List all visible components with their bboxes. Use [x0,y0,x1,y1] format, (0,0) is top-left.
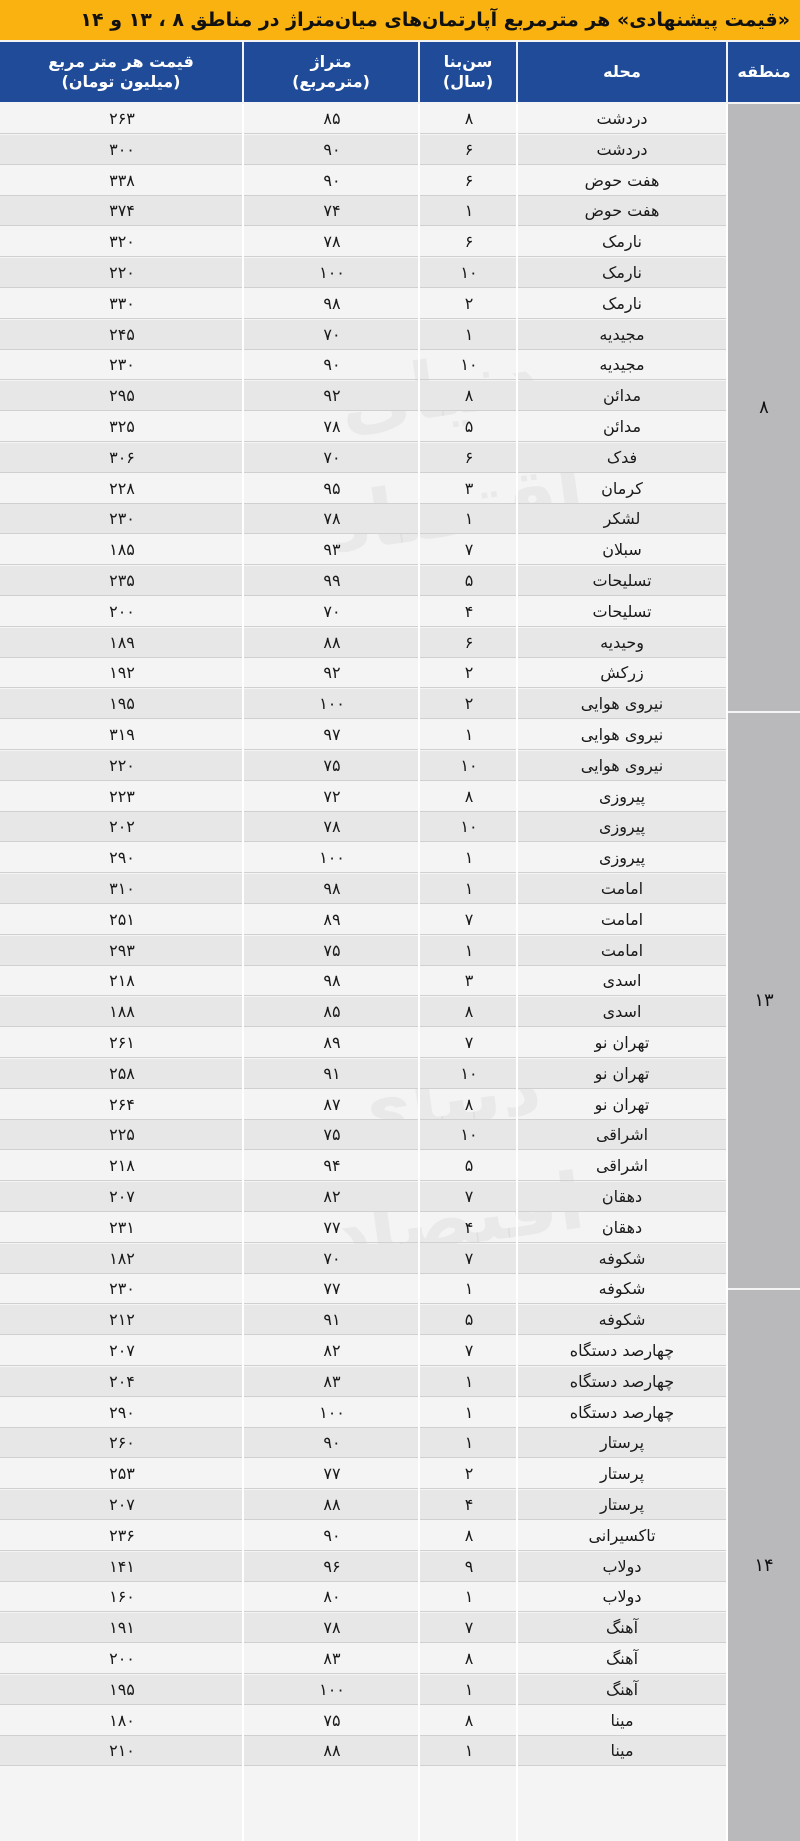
header-price [0,42,242,102]
price-per-sqm-cell: ۱۸۹ [109,632,135,652]
price-per-sqm-cell: ۲۵۱ [109,909,135,929]
neighborhood-cell: امامت [600,879,644,898]
price-per-sqm-cell: ۱۸۲ [109,1248,135,1268]
area-cell: ۷۷ [323,1217,341,1237]
neighborhood-cell: دولاب [602,1556,642,1576]
building-age-cell: ۱ [464,324,474,344]
table-row [0,874,726,904]
price-per-sqm-cell: ۲۱۲ [109,1310,135,1330]
building-age-cell: ۸ [464,1002,474,1022]
area-cell: ۷۲ [323,786,341,806]
neighborhood-cell: پرستار [599,1495,645,1514]
price-per-sqm-cell: ۲۱۸ [109,1156,135,1176]
neighborhood-cell: مدائن [602,417,642,436]
price-per-sqm-cell: ۲۲۸ [109,478,135,498]
area-cell: ۸۰ [323,1587,341,1607]
table-row [0,504,726,534]
area-cell: ۸۹ [323,909,341,929]
header-area [244,42,418,102]
header-region: منطقه [728,42,800,102]
header-age [420,42,516,102]
neighborhood-cell: تسلیحات [592,571,652,590]
area-cell: ۹۵ [323,478,341,498]
building-age-cell: ۱ [464,725,474,744]
neighborhood-cell: مدائن [602,386,642,406]
table-row [0,1213,726,1243]
table-row [0,720,726,750]
price-per-sqm-cell: ۲۶۰ [109,1433,135,1453]
area-cell: ۹۳ [323,540,341,560]
neighborhood-cell: نیروی هوایی [580,694,664,714]
table-row [0,905,726,935]
price-per-sqm-cell: ۲۲۰ [109,263,135,282]
table-row [0,474,726,504]
header-age-unit: (سال) [442,72,494,91]
price-per-sqm-cell: ۲۳۰ [109,1279,135,1299]
building-age-cell: ۶ [464,447,474,467]
price-per-sqm-cell: ۱۹۲ [109,663,135,683]
neighborhood-cell: اشراقی [595,1156,649,1176]
area-cell: ۹۰ [323,355,341,375]
price-per-sqm-cell: ۱۸۸ [109,1002,135,1022]
building-age-cell: ۱۰ [460,755,478,775]
table-row [0,412,726,442]
area-cell: ۷۸ [323,417,341,436]
table-row [0,1182,726,1212]
building-age-cell: ۱ [464,1741,474,1761]
table-row [0,1675,726,1705]
price-per-sqm-cell: ۲۹۳ [109,940,135,960]
price-per-sqm-cell: ۱۹۵ [109,694,135,714]
neighborhood-cell: دردشت [596,109,648,128]
area-cell: ۷۸ [323,509,341,529]
area-cell: ۹۲ [323,386,341,406]
table-row [0,289,726,319]
neighborhood-cell: تاکسیرانی [588,1525,656,1545]
building-age-cell: ۳ [464,971,474,991]
table-row [0,381,726,411]
area-cell: ۹۷ [323,725,341,744]
neighborhood-cell: پرستار [599,1464,645,1484]
neighborhood-cell: مینا [610,1741,634,1761]
area-cell: ۱۰۰ [319,1679,345,1699]
table-row [0,104,726,134]
neighborhood-cell: تهران نو [594,1063,650,1083]
table-row [0,1552,726,1582]
area-cell: ۷۵ [323,1710,341,1730]
building-age-cell: ۱ [464,1587,474,1607]
building-age-cell: ۸ [464,1525,474,1545]
building-age-cell: ۱ [464,1371,474,1391]
neighborhood-cell: دهقان [601,1217,643,1237]
area-cell: ۷۰ [323,1248,341,1268]
area-cell: ۸۵ [323,109,341,128]
price-per-sqm-cell: ۲۰۴ [109,1371,135,1391]
header-age-label: سن‌بنا [443,52,493,71]
building-age-cell: ۱ [464,1402,474,1422]
area-cell: ۸۸ [323,632,341,652]
building-age-cell: ۴ [464,1495,474,1514]
table-row [0,782,726,812]
area-cell: ۷۰ [323,601,341,621]
neighborhood-cell: پیروزی [598,786,646,806]
building-age-cell: ۱ [464,201,474,221]
region-14: ۱۴ [728,1290,800,1841]
neighborhood-cell: پیروزی [598,848,646,868]
building-age-cell: ۲ [464,663,474,683]
price-per-sqm-cell: ۲۳۶ [109,1525,135,1545]
building-age-cell: ۶ [464,170,474,190]
building-age-cell: ۳ [464,478,474,498]
table-row [0,227,726,257]
table-row [0,1459,726,1489]
area-cell: ۷۵ [323,940,341,960]
price-per-sqm-cell: ۲۶۴ [109,1094,135,1114]
price-per-sqm-cell: ۲۲۵ [109,1125,135,1145]
price-per-sqm-cell: ۲۲۰ [109,755,135,775]
price-per-sqm-cell: ۳۳۰ [109,293,135,313]
neighborhood-cell: هفت حوض [584,170,660,190]
price-per-sqm-cell: ۱۹۱ [109,1618,135,1638]
table-row [0,1090,726,1120]
area-cell: ۹۴ [323,1156,341,1176]
building-age-cell: ۱ [464,509,474,529]
area-cell: ۹۰ [323,1525,341,1545]
table-row [0,751,726,781]
table-row [0,658,726,688]
price-per-sqm-cell: ۲۳۰ [109,509,135,529]
price-per-sqm-cell: ۲۳۱ [109,1217,135,1237]
header-area-unit: (مترمربع) [292,72,370,91]
table-row [0,320,726,350]
building-age-cell: ۵ [464,417,474,436]
table-header [0,42,800,102]
building-age-cell: ۱ [464,848,474,868]
building-age-cell: ۷ [464,540,474,560]
table-row [0,196,726,226]
table-row [0,566,726,596]
neighborhood-cell: پیروزی [598,817,646,837]
neighborhood-cell: امامت [600,909,644,929]
area-cell: ۹۸ [323,293,341,313]
table-body [0,104,726,1841]
area-cell: ۹۰ [323,170,341,190]
table-row [0,258,726,288]
neighborhood-cell: امامت [600,940,644,960]
building-age-cell: ۲ [464,694,474,714]
building-age-cell: ۱ [464,1679,474,1699]
neighborhood-cell: زرکش [600,663,644,683]
area-cell: ۸۲ [323,1187,341,1206]
area-cell: ۹۰ [323,139,341,159]
neighborhood-cell: سبلان [602,540,642,560]
neighborhood-cell: هفت حوض [584,201,660,221]
table-row [0,597,726,627]
building-age-cell: ۱ [464,879,474,898]
area-cell: ۹۰ [323,1433,341,1453]
area-cell: ۷۷ [323,1279,341,1299]
price-per-sqm-cell: ۲۰۷ [109,1187,135,1206]
neighborhood-cell: آهنگ [605,1679,639,1699]
neighborhood-cell: آهنگ [605,1649,639,1668]
table-row [0,166,726,196]
header-price-unit: (میلیون تومان) [61,72,181,91]
area-cell: ۷۴ [323,201,341,221]
price-per-sqm-cell: ۳۱۹ [109,725,135,744]
table-row [0,443,726,473]
neighborhood-cell: مجیدیه [599,355,645,375]
neighborhood-cell: وحیدیه [600,632,644,652]
neighborhood-cell: آهنگ [605,1618,639,1638]
building-age-cell: ۸ [464,1710,474,1730]
area-cell: ۹۹ [323,571,341,590]
building-age-cell: ۱ [464,1279,474,1299]
neighborhood-cell: شکوفه [598,1279,646,1299]
building-age-cell: ۶ [464,632,474,652]
price-per-sqm-cell: ۲۰۷ [109,1495,135,1514]
building-age-cell: ۲ [464,1464,474,1484]
neighborhood-cell: تهران نو [594,1094,650,1114]
neighborhood-cell: نارمک [602,232,642,252]
neighborhood-cell: دهقان [601,1187,643,1206]
table-row [0,1059,726,1089]
table-row [0,1706,726,1736]
area-cell: ۷۵ [323,1125,341,1145]
area-cell: ۷۸ [323,232,341,252]
building-age-cell: ۶ [464,139,474,159]
area-cell: ۷۰ [323,447,341,467]
price-per-sqm-cell: ۲۰۲ [109,817,135,837]
building-age-cell: ۸ [464,109,474,128]
table-row [0,1244,726,1274]
table-row [0,1151,726,1181]
price-per-sqm-cell: ۲۶۱ [109,1033,135,1052]
neighborhood-cell: نیروی هوایی [580,725,664,744]
table-row [0,1336,726,1366]
building-age-cell: ۱ [464,1433,474,1453]
neighborhood-cell: اسدی [602,971,642,991]
table-row [0,812,726,842]
area-cell: ۷۷ [323,1464,341,1484]
price-per-sqm-cell: ۲۳۰ [109,355,135,375]
price-per-sqm-cell: ۳۷۴ [109,201,135,221]
neighborhood-cell: مجیدیه [599,324,645,344]
price-per-sqm-cell: ۲۱۸ [109,971,135,991]
neighborhood-cell: اسدی [602,1002,642,1022]
table-row [0,1521,726,1551]
building-age-cell: ۸ [464,1649,474,1668]
price-per-sqm-cell: ۲۰۷ [109,1341,135,1360]
price-per-sqm-cell: ۳۰۶ [109,447,135,467]
building-age-cell: ۸ [464,786,474,806]
building-age-cell: ۱۰ [460,1125,478,1145]
building-age-cell: ۷ [464,1618,474,1638]
area-cell: ۹۸ [323,971,341,991]
area-cell: ۹۲ [323,663,341,683]
price-per-sqm-cell: ۲۲۳ [109,786,135,806]
area-cell: ۷۸ [323,817,341,837]
neighborhood-cell: نیروی هوایی [580,755,664,775]
table-row [0,1274,726,1304]
building-age-cell: ۸ [464,386,474,406]
price-per-sqm-cell: ۲۹۰ [109,848,135,868]
table-row [0,1367,726,1397]
table-row [0,1028,726,1058]
neighborhood-cell: شکوفه [598,1248,646,1268]
table-row [0,1305,726,1335]
area-cell: ۹۱ [323,1063,341,1083]
price-per-sqm-cell: ۲۵۸ [109,1063,135,1083]
table-row [0,535,726,565]
table-row [0,843,726,873]
price-per-sqm-cell: ۳۰۰ [109,139,135,159]
area-cell: ۱۰۰ [319,694,345,714]
building-age-cell: ۱۰ [460,817,478,837]
neighborhood-cell: تهران نو [594,1033,650,1052]
building-age-cell: ۷ [464,1187,474,1206]
area-cell: ۸۳ [323,1649,341,1668]
area-cell: ۸۸ [323,1495,341,1514]
building-age-cell: ۱۰ [460,1063,478,1083]
building-age-cell: ۶ [464,232,474,252]
header-neighborhood: محله [518,42,726,102]
area-cell: ۹۱ [323,1310,341,1330]
building-age-cell: ۷ [464,909,474,929]
price-per-sqm-cell: ۱۸۵ [109,540,135,560]
column-divider [418,104,420,1841]
neighborhood-cell: دولاب [602,1587,642,1607]
building-age-cell: ۵ [464,1310,474,1330]
table-row [0,1613,726,1643]
neighborhood-cell: نارمک [602,293,642,313]
table-row [0,1736,726,1766]
price-per-sqm-cell: ۱۴۱ [109,1556,135,1576]
neighborhood-cell: چهارصد دستگاه [569,1371,675,1391]
table-row [0,350,726,380]
price-per-sqm-cell: ۳۱۰ [109,879,135,898]
column-divider [726,104,728,1841]
neighborhood-cell: دردشت [596,139,648,159]
neighborhood-cell: شکوفه [598,1310,646,1330]
neighborhood-cell: چهارصد دستگاه [569,1402,675,1422]
price-per-sqm-cell: ۲۹۰ [109,1402,135,1422]
building-age-cell: ۵ [464,1156,474,1176]
building-age-cell: ۲ [464,293,474,313]
header-price-label: قیمت هر متر مربع [48,52,194,71]
table-row [0,966,726,996]
price-per-sqm-cell: ۲۶۳ [109,109,135,128]
table-row [0,628,726,658]
table-title: «قیمت پیشنهادی» هر مترمربع آپارتمان‌های میان‌متراژ در مناطق ۸ ، ۱۳ و ۱۴ [0,0,800,40]
neighborhood-cell: تسلیحات [592,601,652,621]
building-age-cell: ۹ [464,1556,474,1576]
column-divider [516,104,518,1841]
area-cell: ۱۰۰ [319,263,345,282]
price-per-sqm-cell: ۱۶۰ [109,1587,135,1607]
area-cell: ۸۳ [323,1371,341,1391]
table-row [0,1398,726,1428]
price-per-sqm-cell: ۲۵۳ [109,1464,135,1484]
price-per-sqm-cell: ۱۹۵ [109,1679,135,1699]
neighborhood-cell: مینا [610,1710,634,1730]
price-per-sqm-cell: ۳۳۸ [109,170,135,190]
header-area-label: متراژ [310,52,352,71]
area-cell: ۹۶ [323,1556,341,1576]
neighborhood-cell: فدک [606,447,638,467]
area-cell: ۷۸ [323,1618,341,1638]
column-divider [242,104,244,1841]
building-age-cell: ۴ [464,601,474,621]
table-row [0,1428,726,1458]
price-per-sqm-cell: ۲۴۵ [109,324,135,344]
building-age-cell: ۷ [464,1033,474,1052]
building-age-cell: ۷ [464,1341,474,1360]
region-8: ۸ [728,104,800,711]
table-row [0,1582,726,1612]
building-age-cell: ۵ [464,571,474,590]
table-row [0,135,726,165]
area-cell: ۸۸ [323,1741,341,1761]
area-cell: ۸۹ [323,1033,341,1052]
neighborhood-cell: چهارصد دستگاه [569,1341,675,1360]
price-per-sqm-cell: ۲۰۰ [109,1649,135,1668]
area-cell: ۱۰۰ [319,848,345,868]
table-row [0,1120,726,1150]
table-row [0,1644,726,1674]
building-age-cell: ۱۰ [460,263,478,282]
area-cell: ۹۸ [323,879,341,898]
neighborhood-cell: لشکر [603,509,641,529]
area-cell: ۸۷ [323,1094,341,1114]
building-age-cell: ۷ [464,1248,474,1268]
area-cell: ۷۰ [323,324,341,344]
table-row [0,997,726,1027]
price-per-sqm-cell: ۱۸۰ [109,1710,135,1730]
neighborhood-cell: اشراقی [595,1125,649,1145]
price-per-sqm-cell: ۲۳۵ [109,571,135,590]
table-row [0,1490,726,1520]
building-age-cell: ۴ [464,1217,474,1237]
table-row [0,936,726,966]
price-per-sqm-cell: ۳۲۵ [109,417,135,436]
area-cell: ۸۲ [323,1341,341,1360]
price-per-sqm-cell: ۲۰۰ [109,601,135,621]
area-cell: ۸۵ [323,1002,341,1022]
building-age-cell: ۱۰ [460,355,478,375]
neighborhood-cell: کرمان [601,478,643,498]
region-13: ۱۳ [728,713,800,1288]
price-per-sqm-cell: ۲۹۵ [109,386,135,406]
building-age-cell: ۱ [464,940,474,960]
neighborhood-cell: پرستار [599,1433,645,1453]
price-per-sqm-cell: ۲۱۰ [109,1741,135,1761]
price-per-sqm-cell: ۳۲۰ [109,232,135,252]
area-cell: ۷۵ [323,755,341,775]
neighborhood-cell: نارمک [602,263,642,282]
building-age-cell: ۸ [464,1094,474,1114]
area-cell: ۱۰۰ [319,1402,345,1422]
table-row [0,689,726,719]
